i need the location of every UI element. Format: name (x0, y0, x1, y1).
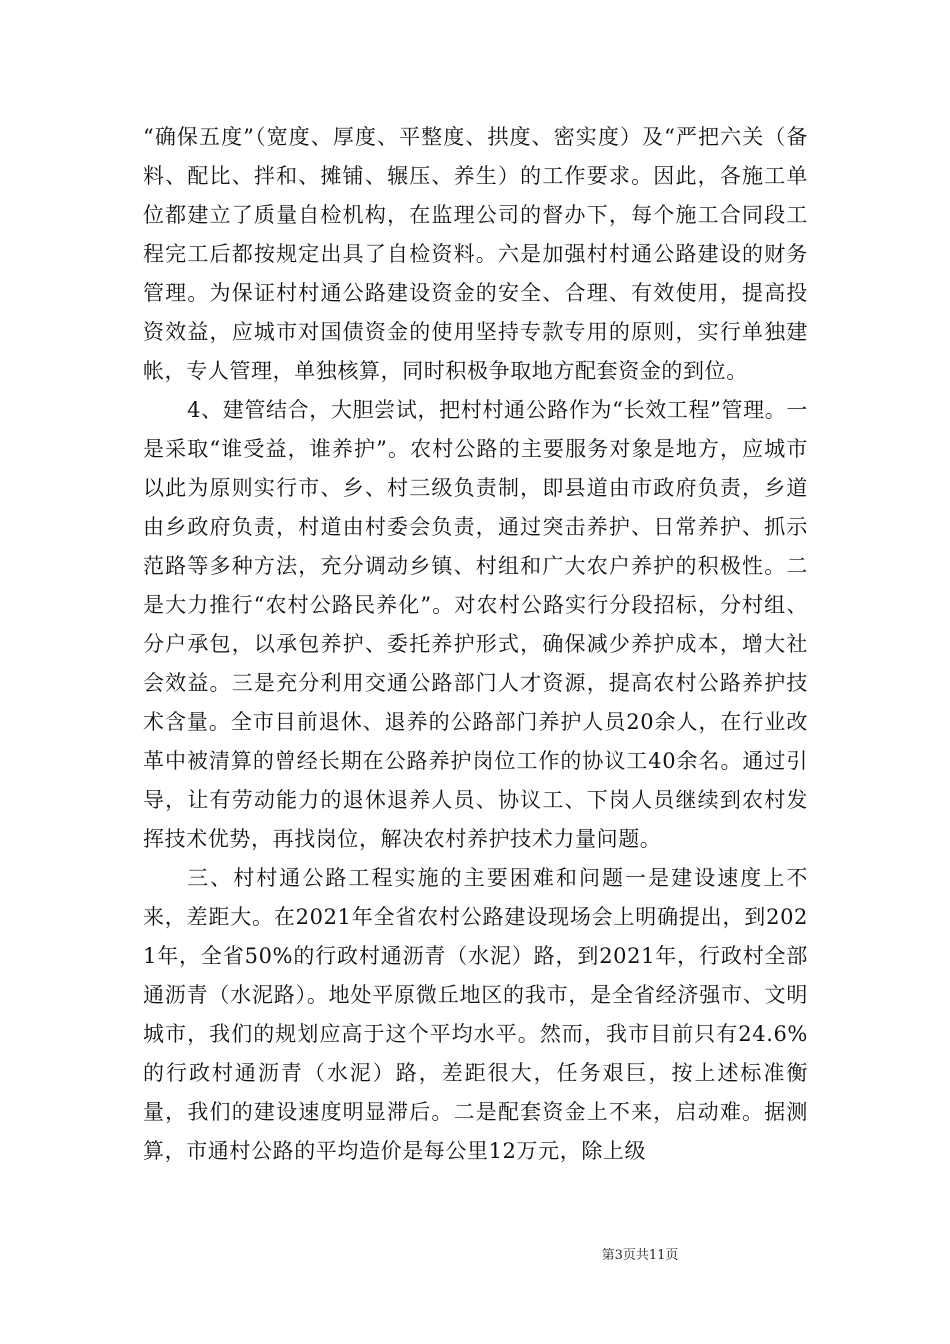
paragraph-difficulties-problems: 三、村村通公路工程实施的主要困难和问题一是建设速度上不来，差距大。在2021年全省农村公路建设现场会上明确提出，到2021年，全省50%的行政村通沥青（水泥）路，到2021年，行政村全部通沥青（水泥路）。地处平原微丘地区的我市，是全省经济强市、文明城市，我们的规划应高于这个平均水平。然而，我市目前只有24.6%的行政村通沥青（水泥）路，差距很大，任务艰巨，按上述标准衡量，我们的建设速度明显滞后。二是配套资金上不来，启动难。据测算，市通村公路的平均造价是每公里12万元，除上级 (143, 866, 808, 1163)
document-body (143, 118, 808, 1171)
paragraph-maintenance-management: 4、建管结合，大胆尝试，把村村通公路作为“长效工程”管理。一是采取“谁受益，谁养护”。农村公路的主要服务对象是地方，应城市以此为原则实行市、乡、村三级负责制，即县道由市政府负责，乡道由乡政府负责，村道由村委会负责，通过突击养护、日常养护、抓示范路等多种方法，充分调动乡镇、村组和广大农户养护的积极性。二是大力推行“农村公路民养化”。对农村公路实行分段招标，分村组、分户承包，以承包养护、委托养护形式，确保减少养护成本，增大社会效益。三是充分利用交通公路部门人才资源，提高农村公路养护技术含量。全市目前退休、退养的公路部门养护人员20余人，在行业改革中被清算的曾经长期在公路养护岗位工作的协议工40余名。通过引导，让有劳动能力的退休退养人员、协议工、下岗人员继续到农村发挥技术优势，再找岗位，解决农村养护技术力量问题。 (143, 398, 808, 851)
page-footer (0, 1248, 950, 1264)
paragraph-quality-finance: “确保五度”（宽度、厚度、平整度、拱度、密实度）及“严把六关（备料、配比、拌和、摊铺、辗压、养生）的工作要求。因此，各施工单位都建立了质量自检机构，在监理公司的督办下，每个施工合同段工程完工后都按规定出具了自检资料。六是加强村村通公路建设的财务管理。为保证村村通公路建设资金的安全、合理、有效使用，提高投资效益，应城市对国债资金的使用坚持专款专用的原则，实行单独建帐，专人管理，单独核算，同时积极争取地方配套资金的到位。 (143, 125, 808, 383)
page-number-label: 第3页共11页 (601, 1248, 679, 1263)
